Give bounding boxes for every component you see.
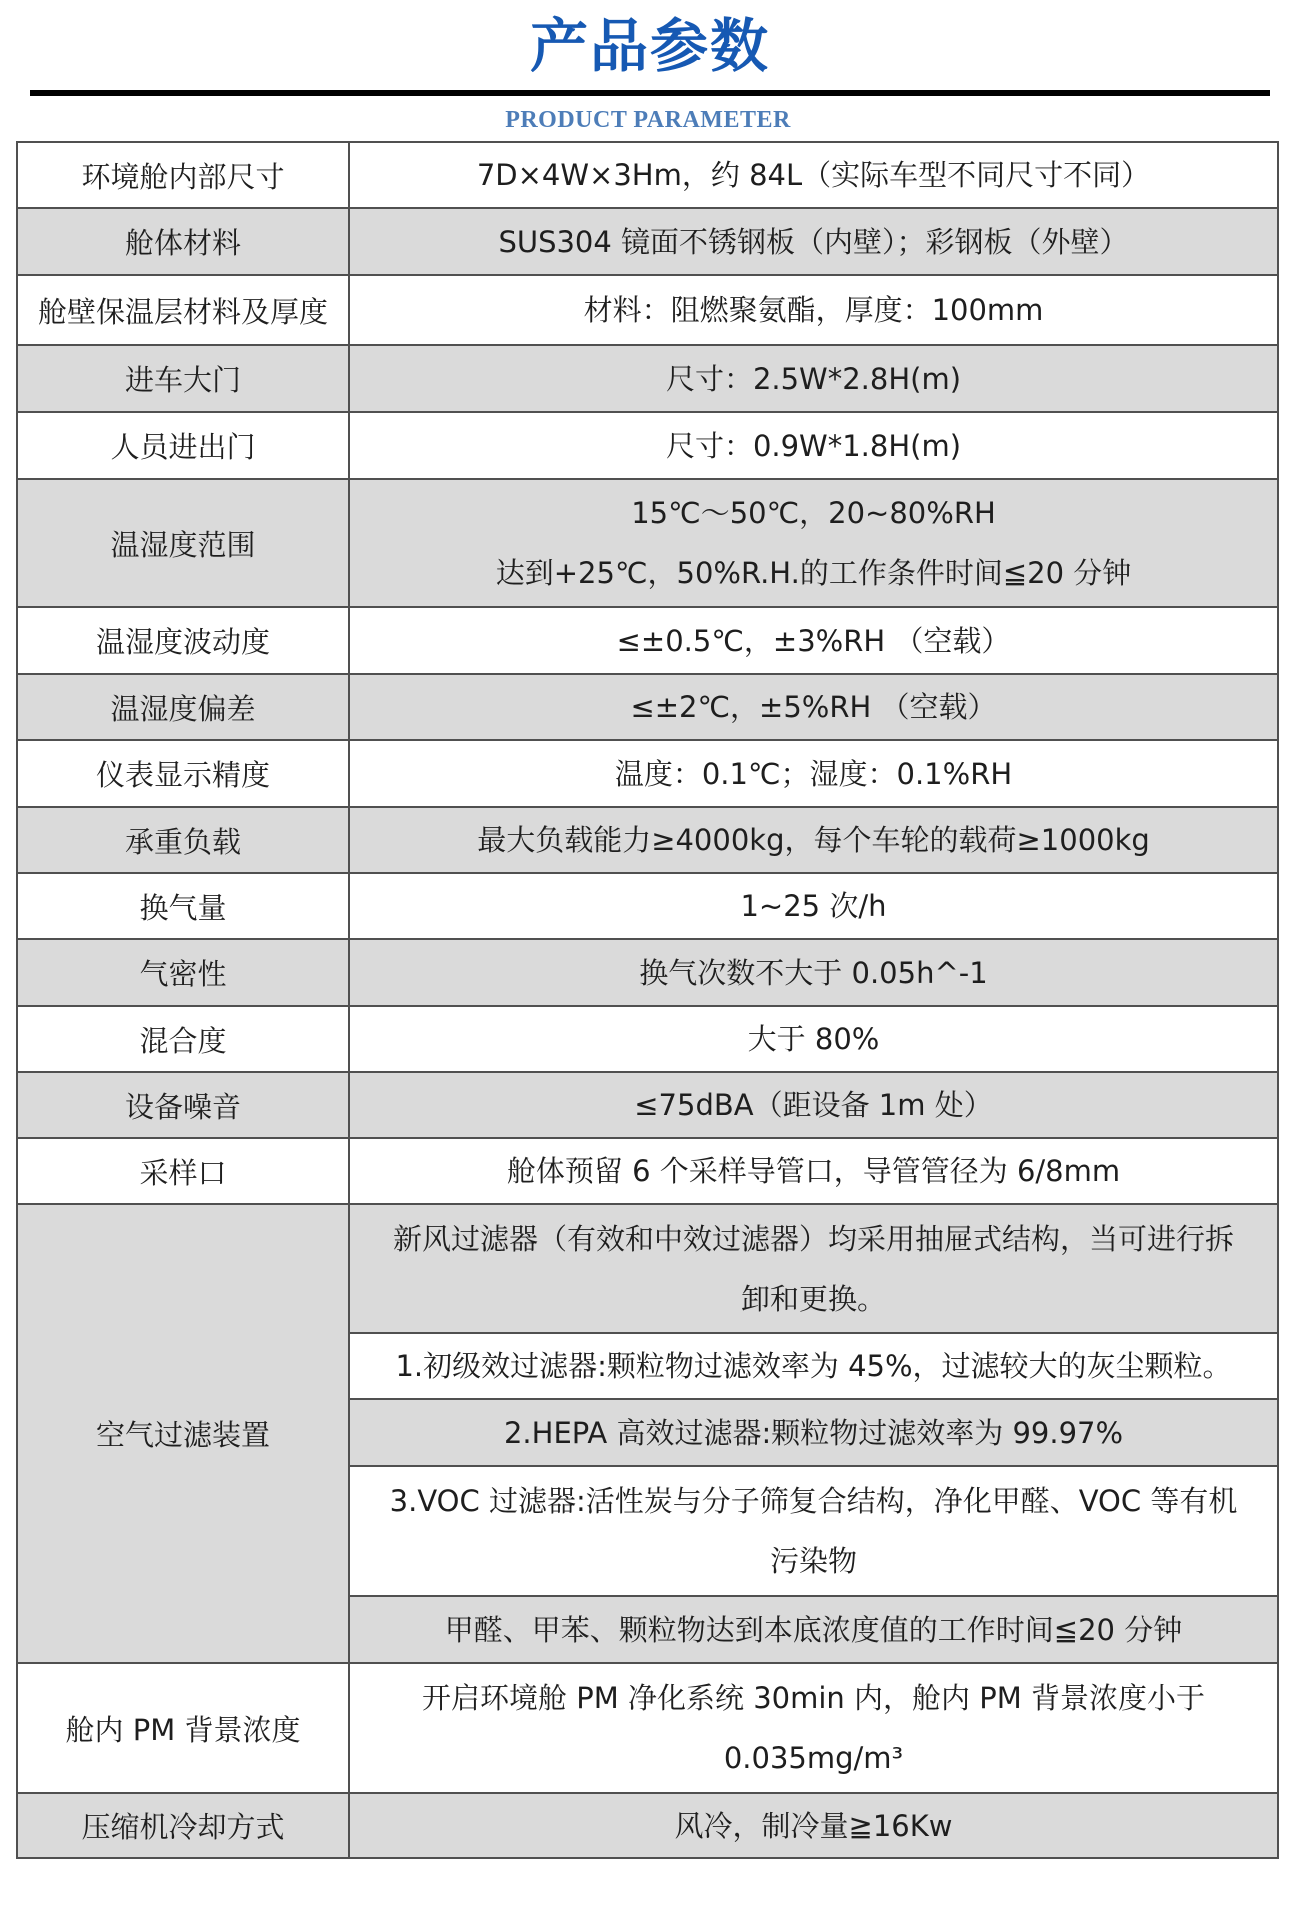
param-value <box>349 208 1278 275</box>
param-value <box>349 740 1278 807</box>
parameter-table <box>16 141 1279 1859</box>
table-row <box>17 275 1278 345</box>
air-filter-item <box>349 1596 1278 1663</box>
param-value-line: 换气次数不大于 0.05h^-1 <box>639 955 988 990</box>
param-value <box>349 412 1278 479</box>
page-subtitle: PRODUCT PARAMETER <box>505 107 791 133</box>
param-value-line: 材料：阻燃聚氨酯，厚度：100mm <box>583 293 1044 327</box>
param-value-line: ≤±0.5℃，±3%RH （空载） <box>616 623 1011 658</box>
param-value-line: SUS304 镜面不锈钢板（内壁）；彩钢板（外壁） <box>498 224 1129 259</box>
param-value-line: 0.035mg/m³ <box>723 1741 904 1775</box>
table-row <box>17 1793 1278 1858</box>
param-value <box>349 939 1278 1006</box>
table-row <box>17 1072 1278 1138</box>
param-value <box>349 607 1278 674</box>
table-row <box>17 740 1278 807</box>
param-value <box>349 807 1278 873</box>
param-value-line: 尺寸：0.9W*1.8H(m) <box>665 428 962 463</box>
param-value-line: 1.初级效过滤器:颗粒物过滤效率为 45%，过滤较大的灰尘颗粒。 <box>395 1349 1232 1383</box>
param-value <box>349 275 1278 345</box>
table-row <box>17 345 1278 412</box>
param-value <box>349 873 1278 939</box>
param-value-line: 最大负载能力≥4000kg，每个车轮的载荷≥1000kg <box>477 823 1150 857</box>
param-label: 设备噪音 <box>17 1072 349 1138</box>
param-label: 承重负载 <box>17 807 349 873</box>
param-label: 空气过滤装置 <box>17 1204 349 1663</box>
param-label: 气密性 <box>17 939 349 1006</box>
table-row <box>17 1138 1278 1204</box>
param-label: 温湿度偏差 <box>17 674 349 740</box>
param-value-line: 1~25 次/h <box>740 889 887 923</box>
table-row <box>17 939 1278 1006</box>
param-value-line: 风冷，制冷量≧16Kw <box>674 1808 953 1843</box>
param-value-line: ≤75dBA（距设备 1m 处） <box>634 1088 993 1122</box>
table-row <box>17 674 1278 740</box>
param-label: 舱壁保温层材料及厚度 <box>17 275 349 345</box>
param-value-line: 舱体预留 6 个采样导管口，导管管径为 6/8mm <box>506 1154 1121 1188</box>
param-label: 压缩机冷却方式 <box>17 1793 349 1858</box>
param-value-line: 新风过滤器（有效和中效过滤器）均采用抽屉式结构，当可进行拆 <box>392 1221 1234 1256</box>
table-row <box>17 208 1278 275</box>
param-value-line: 达到+25℃，50%R.H.的工作条件时间≦20 分钟 <box>495 556 1132 590</box>
title-divider <box>30 90 1270 96</box>
param-label: 人员进出门 <box>17 412 349 479</box>
page-title: 产品参数 <box>529 12 770 80</box>
table-row <box>17 1006 1278 1072</box>
param-value-line: 大于 80% <box>747 1022 880 1056</box>
param-value <box>349 1072 1278 1138</box>
param-label: 舱内 PM 背景浓度 <box>17 1663 349 1793</box>
table-row <box>17 807 1278 873</box>
param-value <box>349 1006 1278 1072</box>
param-value-line: 温度：0.1℃；湿度：0.1%RH <box>614 756 1013 791</box>
table-row <box>17 873 1278 939</box>
table-row-air-filter <box>17 1204 1278 1333</box>
param-label: 温湿度范围 <box>17 479 349 607</box>
param-value-line: 7D×4W×3Hm，约 84L（实际车型不同尺寸不同） <box>476 158 1151 192</box>
param-value <box>349 1793 1278 1858</box>
param-value <box>349 142 1278 208</box>
param-value <box>349 1138 1278 1204</box>
param-value-line: 开启环境舱 PM 净化系统 30min 内，舱内 PM 背景浓度小于 <box>422 1681 1205 1715</box>
table-row <box>17 479 1278 607</box>
param-label: 换气量 <box>17 873 349 939</box>
table-row <box>17 1663 1278 1793</box>
param-label: 仪表显示精度 <box>17 740 349 807</box>
param-value-line: 3.VOC 过滤器:活性炭与分子筛复合结构，净化甲醛、VOC 等有机 <box>389 1484 1238 1518</box>
table-row <box>17 412 1278 479</box>
table-row <box>17 142 1278 208</box>
air-filter-item <box>349 1333 1278 1399</box>
param-value <box>349 1663 1278 1793</box>
table-row <box>17 607 1278 674</box>
air-filter-item <box>349 1399 1278 1466</box>
param-value-line: 卸和更换。 <box>740 1281 886 1316</box>
param-value <box>349 345 1278 412</box>
param-value <box>349 479 1278 607</box>
param-value-line: 污染物 <box>769 1544 857 1578</box>
param-label: 环境舱内部尺寸 <box>17 142 349 208</box>
air-filter-item <box>349 1204 1278 1333</box>
param-label: 舱体材料 <box>17 208 349 275</box>
param-value-line: ≤±2℃，±5%RH （空载） <box>630 690 997 724</box>
param-value-line: 尺寸：2.5W*2.8H(m) <box>665 361 962 396</box>
param-value-line: 甲醛、甲苯、颗粒物达到本底浓度值的工作时间≦20 分钟 <box>444 1612 1183 1647</box>
air-filter-item <box>349 1466 1278 1596</box>
param-label: 温湿度波动度 <box>17 607 349 674</box>
param-value-line: 2.HEPA 高效过滤器:颗粒物过滤效率为 99.97% <box>503 1415 1124 1450</box>
param-value <box>349 674 1278 740</box>
param-value-line: 15℃～50℃，20~80%RH <box>631 496 996 530</box>
param-label: 进车大门 <box>17 345 349 412</box>
param-label: 混合度 <box>17 1006 349 1072</box>
param-label: 采样口 <box>17 1138 349 1204</box>
